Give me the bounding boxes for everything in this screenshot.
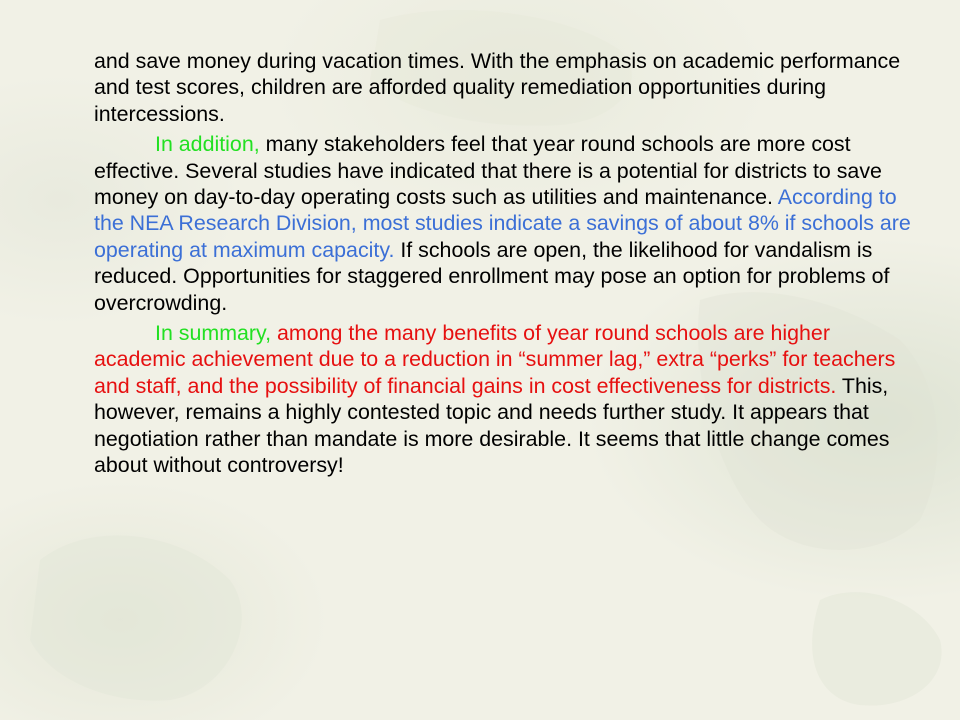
paragraph-3-highlight: among the many benefits of year round schools are higher academic achievement due to a reduction in “summer lag,” extra “perks” for teachers and staff, and the possibility of financial gains in cost effectiveness for districts. (94, 321, 896, 398)
document-body (94, 48, 914, 483)
paragraph-2-lead: In addition, (155, 132, 260, 157)
paragraph-3 (94, 320, 914, 478)
paragraph-1-text: and save money during vacation times. With the emphasis on academic performance and test scores, children are afforded quality remediation opportunities during intercessions. (94, 49, 901, 126)
paragraph-2-highlight: According to the NEA Research Division, most studies indicate a savings of about 8% if schools are operating at maximum capacity. (94, 185, 911, 262)
paragraph-2-text-b: If schools are open, the likelihood for vandalism is reduced. Opportunities for staggered enrollment may pose an option for problems of overcrowding. (94, 237, 890, 315)
paragraph-2 (94, 131, 914, 316)
paragraph-3-lead: In summary, (155, 321, 272, 346)
paragraph-3-text: This, however, remains a highly contested topic and needs further study. It appears that negotiation rather than mandate is more desirable. It seems that little change comes about without controversy! (94, 373, 890, 478)
paragraph-1 (94, 48, 914, 127)
paragraph-2-text-a: many stakeholders feel that year round schools are more cost effective. Several studies have indicated that there is a potential for districts to save money on day-to-day operating costs such as utilities and maintenance. (94, 132, 882, 210)
